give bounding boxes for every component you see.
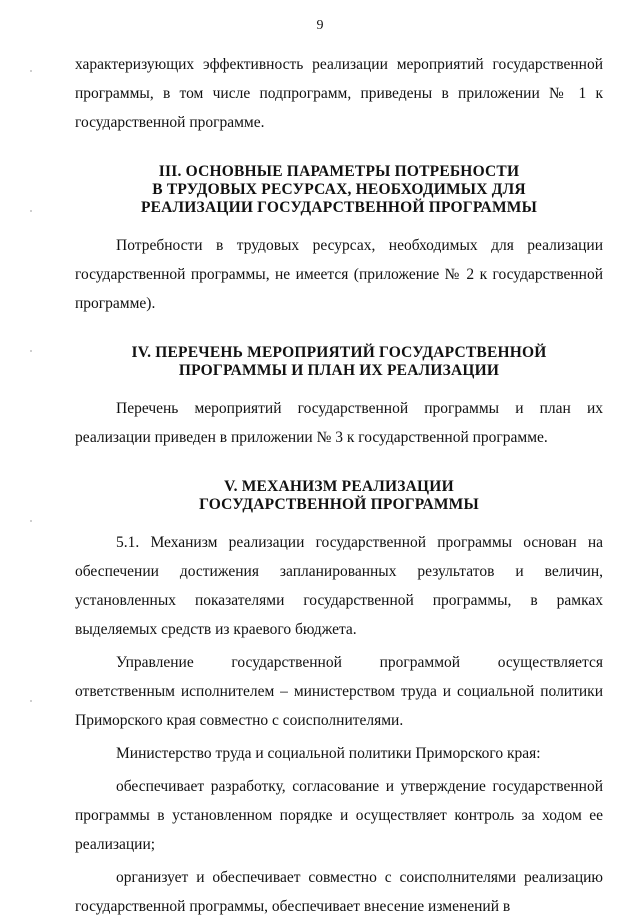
- scan-margin-mark: [30, 350, 32, 352]
- section-5-paragraph: Министерство труда и социальной политики Приморского края:: [116, 745, 541, 762]
- scan-margin-mark: [30, 520, 32, 522]
- document-body: [75, 50, 603, 921]
- heading-line: III. ОСНОВНЫЕ ПАРАМЕТРЫ ПОТРЕБНОСТИ: [158, 163, 520, 180]
- page-number: 9: [316, 18, 324, 33]
- section-4-heading: [75, 344, 603, 380]
- section-4-paragraph: Перечень мероприятий государственной программы и план их реализации приведен в приложении № 3 к государственной программе.: [75, 400, 603, 446]
- section-3-paragraph: Потребности в трудовых ресурсах, необходимых для реализации государственной программы, не имеется (приложение № 2 к государственной программе).: [75, 237, 603, 312]
- section-3-heading: [75, 163, 603, 217]
- section-5-paragraph: Управление государственной программой осуществляется ответственным исполнителем – министерством труда и социальной политики Приморского края совместно с соисполнителями.: [75, 654, 603, 729]
- scan-margin-mark: [30, 70, 32, 72]
- intro-paragraph: характеризующих эффективность реализации мероприятий государственной программы, в том числе подпрограмм, приведены в приложении № 1 к государственной программе.: [75, 56, 603, 131]
- heading-line: ГОСУДАРСТВЕННОЙ ПРОГРАММЫ: [199, 496, 479, 513]
- section-5-paragraph: 5.1. Механизм реализации государственной программы основан на обеспечении достижения запланированных результатов и величин, установленных показателями государственной программы, в рамках выделяемых средств из краевого бюджета.: [75, 534, 603, 638]
- scan-margin-mark: [30, 700, 32, 702]
- heading-line: IV. ПЕРЕЧЕНЬ МЕРОПРИЯТИЙ ГОСУДАРСТВЕННОЙ: [131, 344, 547, 361]
- heading-line: В ТРУДОВЫХ РЕСУРСАХ, НЕОБХОДИМЫХ ДЛЯ: [152, 181, 526, 198]
- section-5-heading: [75, 478, 603, 514]
- heading-line: ПРОГРАММЫ И ПЛАН ИХ РЕАЛИЗАЦИИ: [178, 362, 500, 379]
- section-5-paragraph: обеспечивает разработку, согласование и утверждение государственной программы в установленном порядке и осуществляет контроль за ходом ее реализации;: [75, 778, 603, 853]
- heading-line: РЕАЛИЗАЦИИ ГОСУДАРСТВЕННОЙ ПРОГРАММЫ: [140, 199, 538, 216]
- heading-line: V. МЕХАНИЗМ РЕАЛИЗАЦИИ: [224, 478, 454, 495]
- scan-margin-mark: [30, 210, 32, 212]
- section-5-paragraph: организует и обеспечивает совместно с соисполнителями реализацию государственной программы, обеспечивает внесение изменений в: [75, 869, 603, 915]
